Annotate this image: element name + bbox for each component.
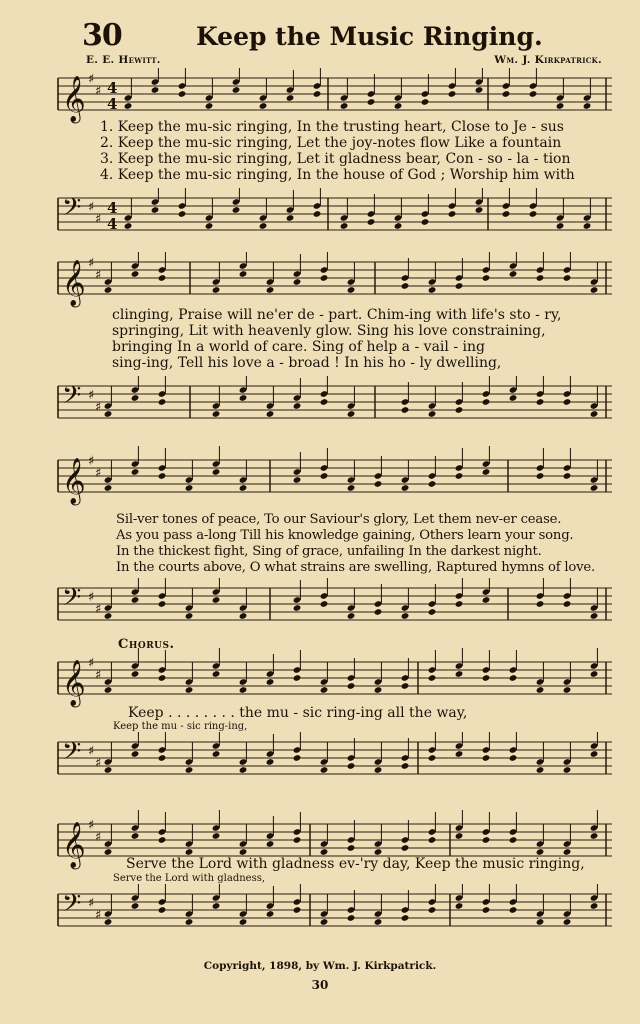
note-head <box>178 90 187 98</box>
note-head <box>563 918 572 926</box>
note-head <box>131 270 140 278</box>
verse-1-line: 1. Keep the mu-sic ringing, In the trusting heart, Close to Je - sus <box>100 119 564 135</box>
sharp-icon: ♯ <box>88 200 95 215</box>
note-head <box>583 102 592 110</box>
sharp-icon: ♯ <box>95 212 102 227</box>
music-system-2 <box>0 252 640 442</box>
note-head <box>583 222 592 230</box>
note-head <box>158 600 167 608</box>
note-head <box>347 286 356 294</box>
note-head <box>340 102 349 110</box>
note-head <box>212 832 221 840</box>
note-head <box>455 282 464 290</box>
chorus-bass-lyrics: Keep the mu - sic ring-ing, <box>113 721 248 732</box>
note-head <box>455 472 464 480</box>
note-head <box>374 918 383 926</box>
note-head <box>482 674 491 682</box>
note-head <box>131 394 140 402</box>
note-head <box>509 906 518 914</box>
note-head <box>421 218 430 226</box>
note-head <box>347 682 356 690</box>
note-head <box>178 210 187 218</box>
note-head <box>590 612 599 620</box>
note-head <box>212 410 221 418</box>
closing-bass-lyrics: Serve the Lord with gladness, <box>113 873 266 884</box>
music-system-4 <box>0 644 640 804</box>
note-head <box>590 484 599 492</box>
sharp-icon: ♯ <box>88 818 95 833</box>
note-head <box>131 468 140 476</box>
note-head <box>320 766 329 774</box>
note-head <box>259 222 268 230</box>
note-head <box>158 836 167 844</box>
note-head <box>428 286 437 294</box>
note-head <box>293 476 302 484</box>
note-head <box>212 902 221 910</box>
note-head <box>455 406 464 414</box>
sharp-icon: ♯ <box>95 602 102 617</box>
note-head <box>401 282 410 290</box>
note-head <box>313 210 322 218</box>
note-head <box>151 86 160 94</box>
note-head <box>374 686 383 694</box>
music-system-5 <box>0 806 640 956</box>
note-head <box>131 750 140 758</box>
note-head <box>232 206 241 214</box>
note-head <box>394 102 403 110</box>
note-head <box>259 102 268 110</box>
note-head <box>239 270 248 278</box>
note-head <box>104 848 113 856</box>
note-head <box>320 472 329 480</box>
note-head <box>124 102 133 110</box>
note-head <box>239 686 248 694</box>
note-head <box>529 90 538 98</box>
note-head <box>239 766 248 774</box>
verse-2-line: As you pass a-long Till his knowledge gaining, Others learn your song. <box>116 528 574 543</box>
note-head <box>563 766 572 774</box>
note-head <box>428 836 437 844</box>
note-head <box>401 682 410 690</box>
note-head <box>448 90 457 98</box>
note-head <box>502 90 511 98</box>
note-head <box>347 484 356 492</box>
note-head <box>158 754 167 762</box>
sharp-icon: ♯ <box>88 896 95 911</box>
bass-clef-icon: 𝄢 <box>62 193 82 228</box>
sharp-icon: ♯ <box>95 268 102 283</box>
note-head <box>374 766 383 774</box>
note-head <box>131 832 140 840</box>
note-head <box>536 472 545 480</box>
note-head <box>394 222 403 230</box>
note-head <box>266 286 275 294</box>
note-head <box>293 674 302 682</box>
note-head <box>475 206 484 214</box>
note-head <box>455 600 464 608</box>
note-head <box>509 754 518 762</box>
hymn-title: Keep the Music Ringing. <box>196 22 543 51</box>
verse-4-line: sing-ing, Tell his love a - broad ! In his ho - ly dwelling, <box>112 355 502 371</box>
note-head <box>401 484 410 492</box>
note-head <box>104 286 113 294</box>
note-head <box>374 480 383 488</box>
note-head <box>401 612 410 620</box>
verse-3-line: In the thickest fight, Sing of grace, unfailing In the darkest night. <box>116 544 542 559</box>
verse-4-line: 4. Keep the mu-sic ringing, In the house of God ; Worship him with <box>100 167 575 183</box>
note-head <box>158 906 167 914</box>
note-head <box>536 600 545 608</box>
note-head <box>320 918 329 926</box>
note-head <box>212 750 221 758</box>
note-head <box>455 670 464 678</box>
note-head <box>131 670 140 678</box>
note-head <box>401 762 410 770</box>
bass-staff-2 <box>0 376 640 436</box>
note-head <box>428 608 437 616</box>
verse-1-line: Sil-ver tones of peace, To our Saviour's glory, Let them nev-er cease. <box>116 512 562 527</box>
bass-staff-3 <box>0 578 640 638</box>
note-head <box>374 608 383 616</box>
note-head <box>313 90 322 98</box>
note-head <box>293 906 302 914</box>
note-head <box>212 670 221 678</box>
note-head <box>509 270 518 278</box>
bass-clef-icon: 𝄢 <box>62 737 82 772</box>
note-head <box>239 918 248 926</box>
time-sig-bottom: 4 <box>107 215 118 233</box>
note-head <box>286 94 295 102</box>
bass-staff-1 <box>0 188 640 248</box>
note-head <box>482 398 491 406</box>
verse-2-line: springing, Lit with heavenly glow. Sing his love constraining, <box>112 323 546 339</box>
note-head <box>590 286 599 294</box>
verse-3-line: bringing In a world of care. Sing of help a - vail - ing <box>112 339 485 355</box>
note-head <box>482 836 491 844</box>
time-sig-bottom: 4 <box>107 95 118 113</box>
treble-clef-icon: 𝄞 <box>62 458 86 504</box>
note-head <box>185 918 194 926</box>
chorus-label: Chorus. <box>118 637 175 652</box>
hymn-number: 30 <box>82 18 122 53</box>
note-head <box>367 98 376 106</box>
composer-credit: Wm. J. Kirkpatrick. <box>494 54 602 66</box>
sharp-icon: ♯ <box>95 908 102 923</box>
note-head <box>563 686 572 694</box>
note-head <box>104 484 113 492</box>
note-head <box>428 480 437 488</box>
note-head <box>185 848 194 856</box>
note-head <box>347 844 356 852</box>
note-head <box>293 754 302 762</box>
note-head <box>401 844 410 852</box>
note-head <box>104 918 113 926</box>
note-head <box>536 274 545 282</box>
treble-clef-icon: 𝄞 <box>62 660 86 706</box>
treble-staff-3 <box>0 446 640 510</box>
treble-clef-icon: 𝄞 <box>62 76 86 122</box>
note-head <box>482 596 491 604</box>
note-head <box>212 468 221 476</box>
note-head <box>320 398 329 406</box>
note-head <box>448 210 457 218</box>
note-head <box>286 214 295 222</box>
note-head <box>455 902 464 910</box>
note-head <box>536 686 545 694</box>
note-head <box>185 612 194 620</box>
note-head <box>563 472 572 480</box>
note-head <box>104 410 113 418</box>
note-head <box>347 410 356 418</box>
music-system-1 <box>0 62 640 252</box>
note-head <box>266 758 275 766</box>
closing-lyrics: Serve the Lord with gladness ev-'ry day, Keep the music ringing, <box>126 856 585 872</box>
sharp-icon: ♯ <box>95 830 102 845</box>
chorus-lyrics: Keep . . . . . . . . the mu - sic ring-ing all the way, <box>128 705 468 721</box>
note-head <box>340 222 349 230</box>
note-head <box>401 406 410 414</box>
note-head <box>421 98 430 106</box>
note-head <box>232 86 241 94</box>
note-head <box>212 596 221 604</box>
copyright-notice: Copyright, 1898, by Wm. J. Kirkpatrick. <box>203 960 437 972</box>
treble-staff-2 <box>0 252 640 312</box>
note-head <box>293 836 302 844</box>
note-head <box>482 468 491 476</box>
verse-1-line: clinging, Praise will ne'er de - part. Chim-ing with life's sto - ry, <box>112 307 562 323</box>
note-head <box>502 210 511 218</box>
bass-staff-4 <box>0 732 640 792</box>
note-head <box>536 848 545 856</box>
note-head <box>590 832 599 840</box>
note-head <box>347 612 356 620</box>
note-head <box>347 914 356 922</box>
verse-3-line: 3. Keep the mu-sic ringing, Let it gladness bear, Con - so - la - tion <box>100 151 571 167</box>
note-head <box>367 218 376 226</box>
note-head <box>320 274 329 282</box>
bass-clef-icon: 𝄢 <box>62 583 82 618</box>
note-head <box>563 274 572 282</box>
note-head <box>428 410 437 418</box>
note-head <box>455 832 464 840</box>
note-head <box>509 836 518 844</box>
note-head <box>556 102 565 110</box>
sharp-icon: ♯ <box>88 256 95 271</box>
note-head <box>239 484 248 492</box>
treble-clef-icon: 𝄞 <box>62 822 86 868</box>
note-head <box>536 918 545 926</box>
bass-staff-5 <box>0 884 640 944</box>
note-head <box>185 484 194 492</box>
note-head <box>536 766 545 774</box>
sharp-icon: ♯ <box>88 744 95 759</box>
note-head <box>205 222 214 230</box>
note-head <box>401 914 410 922</box>
sharp-icon: ♯ <box>95 466 102 481</box>
note-head <box>374 848 383 856</box>
note-head <box>347 762 356 770</box>
note-head <box>239 848 248 856</box>
page-number: 30 <box>311 978 329 992</box>
note-head <box>185 686 194 694</box>
sharp-icon: ♯ <box>95 84 102 99</box>
note-head <box>239 394 248 402</box>
sharp-icon: ♯ <box>88 388 95 403</box>
note-head <box>590 410 599 418</box>
note-head <box>563 398 572 406</box>
note-head <box>590 750 599 758</box>
time-sig-top: 4 <box>107 199 118 217</box>
note-head <box>556 222 565 230</box>
note-head <box>104 612 113 620</box>
bass-clef-icon: 𝄢 <box>62 381 82 416</box>
note-head <box>104 686 113 694</box>
note-head <box>428 754 437 762</box>
note-head <box>475 86 484 94</box>
note-head <box>482 906 491 914</box>
note-head <box>293 604 302 612</box>
note-head <box>205 102 214 110</box>
note-head <box>563 848 572 856</box>
note-head <box>563 600 572 608</box>
note-head <box>131 596 140 604</box>
note-head <box>158 674 167 682</box>
music-system-3 <box>0 442 640 632</box>
bass-clef-icon: 𝄢 <box>62 889 82 924</box>
sharp-icon: ♯ <box>88 656 95 671</box>
note-head <box>266 840 275 848</box>
note-head <box>266 910 275 918</box>
note-head <box>320 600 329 608</box>
note-head <box>124 222 133 230</box>
note-head <box>590 670 599 678</box>
note-head <box>293 278 302 286</box>
verse-4-line: In the courts above, O what strains are swelling, Raptured hymns of love. <box>116 560 595 575</box>
note-head <box>293 402 302 410</box>
note-head <box>158 274 167 282</box>
treble-staff-4 <box>0 648 640 712</box>
note-head <box>151 206 160 214</box>
verse-2-line: 2. Keep the mu-sic ringing, Let the joy-notes flow Like a fountain <box>100 135 562 151</box>
note-head <box>185 766 194 774</box>
sharp-icon: ♯ <box>88 454 95 469</box>
note-head <box>266 410 275 418</box>
note-head <box>158 472 167 480</box>
note-head <box>320 686 329 694</box>
treble-clef-icon: 𝄞 <box>62 260 86 306</box>
note-head <box>509 674 518 682</box>
sharp-icon: ♯ <box>88 72 95 87</box>
note-head <box>529 210 538 218</box>
note-head <box>104 766 113 774</box>
note-head <box>239 612 248 620</box>
sharp-icon: ♯ <box>95 668 102 683</box>
note-head <box>482 754 491 762</box>
sharp-icon: ♯ <box>95 756 102 771</box>
note-head <box>428 906 437 914</box>
note-head <box>590 902 599 910</box>
note-head <box>320 848 329 856</box>
note-head <box>536 398 545 406</box>
note-head <box>266 678 275 686</box>
note-head <box>455 750 464 758</box>
author-credit: E. E. Hewitt. <box>86 54 161 66</box>
time-sig-top: 4 <box>107 79 118 97</box>
note-head <box>158 398 167 406</box>
note-head <box>212 286 221 294</box>
note-head <box>428 674 437 682</box>
sharp-icon: ♯ <box>95 400 102 415</box>
note-head <box>509 394 518 402</box>
sharp-icon: ♯ <box>88 590 95 605</box>
note-head <box>482 274 491 282</box>
note-head <box>131 902 140 910</box>
